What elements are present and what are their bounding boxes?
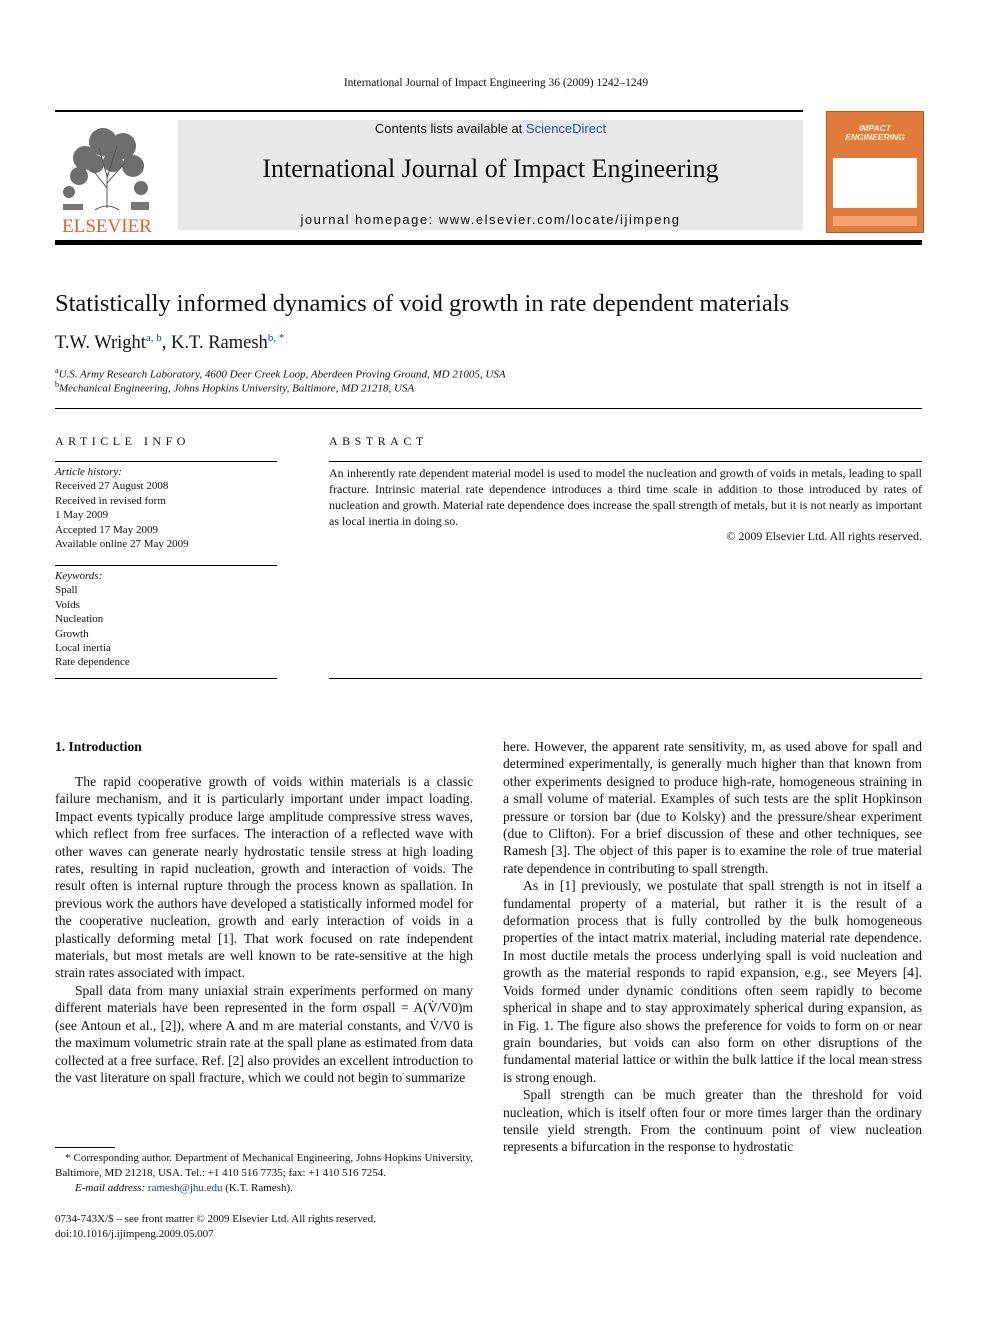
article-history: [55, 465, 277, 551]
history-item: 1 May 2009: [55, 509, 109, 522]
history-item: Received 27 August 2008: [55, 480, 169, 493]
cover-panel: [833, 158, 917, 208]
author-wright: T.W. Wright: [55, 333, 146, 354]
issn-line: 0734-743X/$ – see front matter © 2009 Elsevier Ltd. All rights reserved.: [55, 1213, 376, 1225]
header-thick-rule: [55, 240, 922, 245]
right-column: [503, 738, 922, 1156]
author-ramesh: K.T. Ramesh: [171, 333, 268, 354]
article-info-rule: [55, 461, 277, 462]
doi-line[interactable]: doi:10.1016/j.ijimpeng.2009.05.007: [55, 1228, 214, 1240]
author-wright-affil[interactable]: a, b: [145, 332, 162, 344]
abstract-rule: [329, 461, 922, 462]
sciencedirect-link[interactable]: ScienceDirect: [525, 121, 607, 136]
paragraph: Spall strength can be much greater than the threshold for void nucleation, which is itself often four or more times larger than the ordinary tensile yield strength. From the continuum point of view nucleation represents a bifurcation in the response to hydrostatic: [503, 1087, 922, 1155]
author-ramesh-affil[interactable]: b, *: [267, 332, 285, 344]
paragraph: here. However, the apparent rate sensitivity, m, as used above for spall and determined experimentally, is generally much higher than that known from other experiments designed to produce high-rate, homogeneous straining in a small volume of material. Examples of such tests are the split Hopkinson pressure or torsion bar (due to Kolsky) and the pressure/shear experiment (due to Clifton). For a brief discussion of these and other techniques, see Ramesh [3]. The object of this paper is to examine the role of true material rate dependence in contributing to spall strength.: [503, 739, 922, 876]
keyword: Rate dependence: [55, 656, 130, 669]
cover-footer: [833, 216, 917, 226]
journal-homepage[interactable]: journal homepage: www.elsevier.com/locate/ijimpeng: [300, 212, 681, 227]
history-label: Article history:: [55, 466, 122, 478]
keyword: Local inertia: [55, 642, 111, 655]
abstract-bottom-rule: [329, 678, 922, 679]
history-item: Available online 27 May 2009: [55, 538, 189, 551]
article-info-heading: ARTICLE INFO: [55, 434, 190, 448]
keyword: Nucleation: [55, 613, 104, 626]
affiliation-b: $^b$Mechanical Engineering, Johns Hopkins University, Baltimore, MD 21218, USA: [55, 380, 415, 395]
footnote: [55, 1151, 473, 1196]
section-heading-introduction: 1. Introduction: [55, 739, 142, 754]
keyword: Spall: [55, 584, 78, 597]
left-column: [55, 773, 473, 1086]
info-bottom-rule: [55, 678, 277, 679]
cover-title: IMPACT ENGINEERING: [845, 123, 905, 142]
keywords: [55, 569, 277, 670]
history-item: Accepted 17 May 2009: [55, 523, 158, 536]
running-header: International Journal of Impact Engineering 36 (2009) 1242–1249: [343, 77, 649, 89]
article-title: Statistically informed dynamics of void growth in rate dependent materials: [55, 290, 790, 317]
affiliation-a: $^a$U.S. Army Research Laboratory, 4600 Deer Creek Loop, Aberdeen Proving Ground, MD 21005, USA: [55, 366, 506, 381]
footnote-rule: [55, 1147, 115, 1148]
email-note: E-mail address: ramesh@jhu.edu (K.T. Ramesh).: [75, 1182, 293, 1194]
elsevier-logo: [55, 118, 159, 236]
contents-line: Contents lists available at ScienceDirect: [374, 121, 607, 136]
paragraph: The rapid cooperative growth of voids within materials is a classic failure mechanism, and it is particularly important under impact loading. Impact events typically produce large amplitude compressive stress waves, which reflect from free surfaces. The interaction of a reflected wave with other waves can generate nearly hydrostatic tensile stress at high loading rates, resulting in rapid nucleation, growth and interaction of voids. The result often is internal rupture through the process known as spallation. In previous work the authors have developed a statistically informed model for the cooperative nucleation, growth and early interaction of voids in a plastically deforming metal [1]. That work focused on rate independent materials, but most metals are well known to be rate-sensitive at the high strain rates associated with impact.: [55, 774, 473, 981]
keyword: Voids: [55, 598, 80, 611]
keywords-rule: [55, 565, 277, 566]
journal-title: International Journal of Impact Engineering: [262, 154, 719, 183]
abstract-text: An inherently rate dependent material model is used to model the nucleation and growth of voids in metals, leading to spall fracture. Intrinsic material rate dependence introduces a third time scale in addition to those introduced by rates of nucleation and growth. Material rate dependence does increase the spall strength of metals, but it is not nearly as important as local inertia in doing so.: [329, 466, 922, 528]
keyword: Growth: [55, 627, 89, 640]
title-rule: [55, 408, 922, 409]
history-item: Received in revised form: [55, 494, 166, 507]
corresponding-author-note: * Corresponding author. Department of Mechanical Engineering, Johns Hopkins University, Baltimore, MD 21218, USA. Tel.: +1 410 516 7735; fax: +1 410 516 7254.: [55, 1152, 473, 1179]
journal-cover: [826, 111, 924, 233]
elsevier-tree-icon: [55, 118, 159, 236]
abstract-heading: ABSTRACT: [329, 434, 428, 448]
authors: T.W. Wright$^{a, b}$, K.T. Ramesh$^{b, *}$: [55, 332, 285, 354]
paragraph: Spall data from many uniaxial strain experiments performed on many different materials have been represented in the form σspall = A(V̇/V0)m (see Antoun et al., [2]), where A and m are material constants, and V̇/V0 is the maximum volumetric strain rate at the spall plane as estimated from data collected at a free surface. Ref. [2] also provides an excellent introduction to the vast literature on spall fracture, which we could not begin to summarize: [55, 982, 473, 1085]
paragraph: As in [1] previously, we postulate that spall strength is not in itself a fundamental property of a material, but rather it is the result of a deformation process that is fully controlled by the bulk homogeneous properties of the intact matrix material, including material rate dependence. In most ductile metals the process underlying spall is void nucleation and growth as the material responds to rapid expansion, e.g., see Meyers [4]. Voids formed under dynamic conditions often seem rapidly to become spherical in shape and to stay approximately spherical during expansion, as in Fig. 1. The figure also shows the preference for voids to form on or near grain boundaries, but voids can also form on other disruptions of the fundamental material lattice or within the bulk lattice if the local mean stress is strong enough.: [503, 878, 922, 1085]
bottom-matter: [55, 1212, 376, 1242]
svg-text:ELSEVIER: ELSEVIER: [62, 216, 152, 236]
email-link[interactable]: ramesh@jhu.edu: [147, 1182, 223, 1194]
keywords-label: Keywords:: [55, 570, 103, 582]
header-rule: [55, 110, 803, 112]
abstract-copyright: © 2009 Elsevier Ltd. All rights reserved.: [726, 529, 922, 543]
